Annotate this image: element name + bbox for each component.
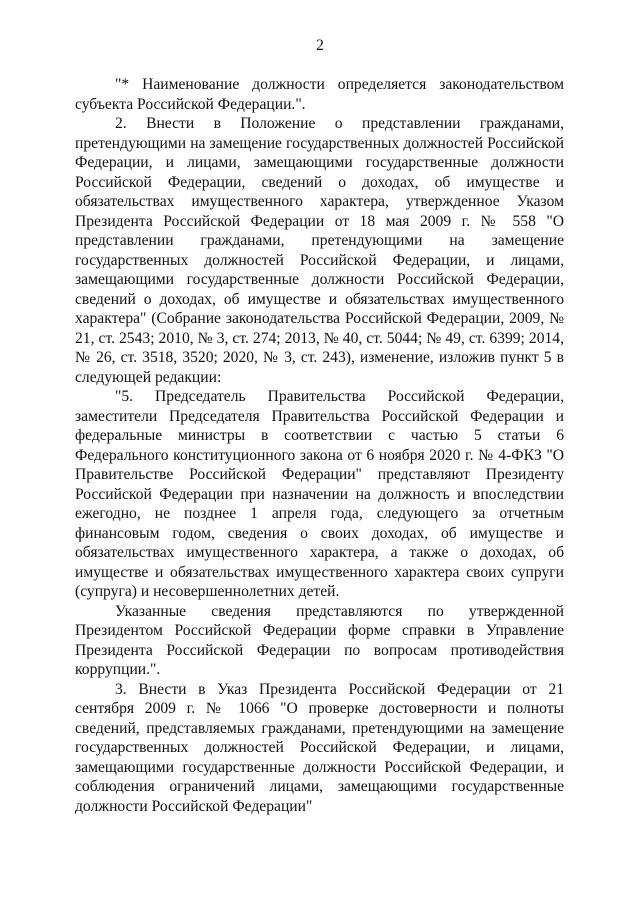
paragraph-item-2: 2. Внести в Положение о представлении гражданами, претендующими на замещение государственных должностей Российской Федерации, и лицами, замещающими государственные должности Российской Федерации, сведений о доходах, об имуществе и обязательствах имущественного характера, утвержденное Указом Президента Российской Федерации от 18 мая 2009 г. № 558 "О представлении гражданами, претендующими на замещение государственных должностей Российской Федерации, и лицами, замещающими государственные должности Российской Федерации, сведений о доходах, об имуществе и обязательствах имущественного характера" (Собрание законодательства Российской Федерации, 2009, № 21, ст. 2543; 2010, № 3, ст. 274; 2013, № 40, ст. 5044; № 49, ст. 6399; 2014, № 26, ст. 3518, 3520; 2020, № 3, ст. 243), изменение, изложив пункт 5 в следующей редакции: <box>75 115 564 386</box>
paragraph-item-3: 3. Внести в Указ Президента Российской Федерации от 21 сентября 2009 г. № 1066 "О проверке достоверности и полноты сведений, представляемых гражданами, претендующими на замещение государственных должностей Российской Федерации, и лицами, замещающими государственные должности Российской Федерации, и соблюдения ограничений лицами, замещающими государственные должности Российской Федерации" <box>75 680 564 815</box>
paragraph-footnote: "* Наименование должности определяется законодательством субъекта Российской Федерации.". <box>75 76 564 113</box>
page-number: 2 <box>316 37 324 54</box>
document-body <box>75 75 564 816</box>
paragraph-point-5: "5. Председатель Правительства Российской Федерации, заместители Председателя Правительства Российской Федерации и федеральные министры в соответствии с частью 5 статьи 6 Федерального конституционного закона от 6 ноября 2020 г. № 4-ФКЗ "О Правительстве Российской Федерации" представляют Президенту Российской Федерации при назначении на должность и впоследствии ежегодно, не позднее 1 апреля года, следующего за отчетным финансовым годом, сведения о своих доходах, об имуществе и обязательствах имущественного характера, а также о доходах, об имуществе и обязательствах имущественного характера своих супруги (супруга) и несовершеннолетних детей. <box>75 388 564 600</box>
paragraph-point-5-continuation: Указанные сведения представляются по утвержденной Президентом Российской Федерации форме справки в Управление Президента Российской Федерации по вопросам противодействия коррупции.". <box>75 602 564 678</box>
